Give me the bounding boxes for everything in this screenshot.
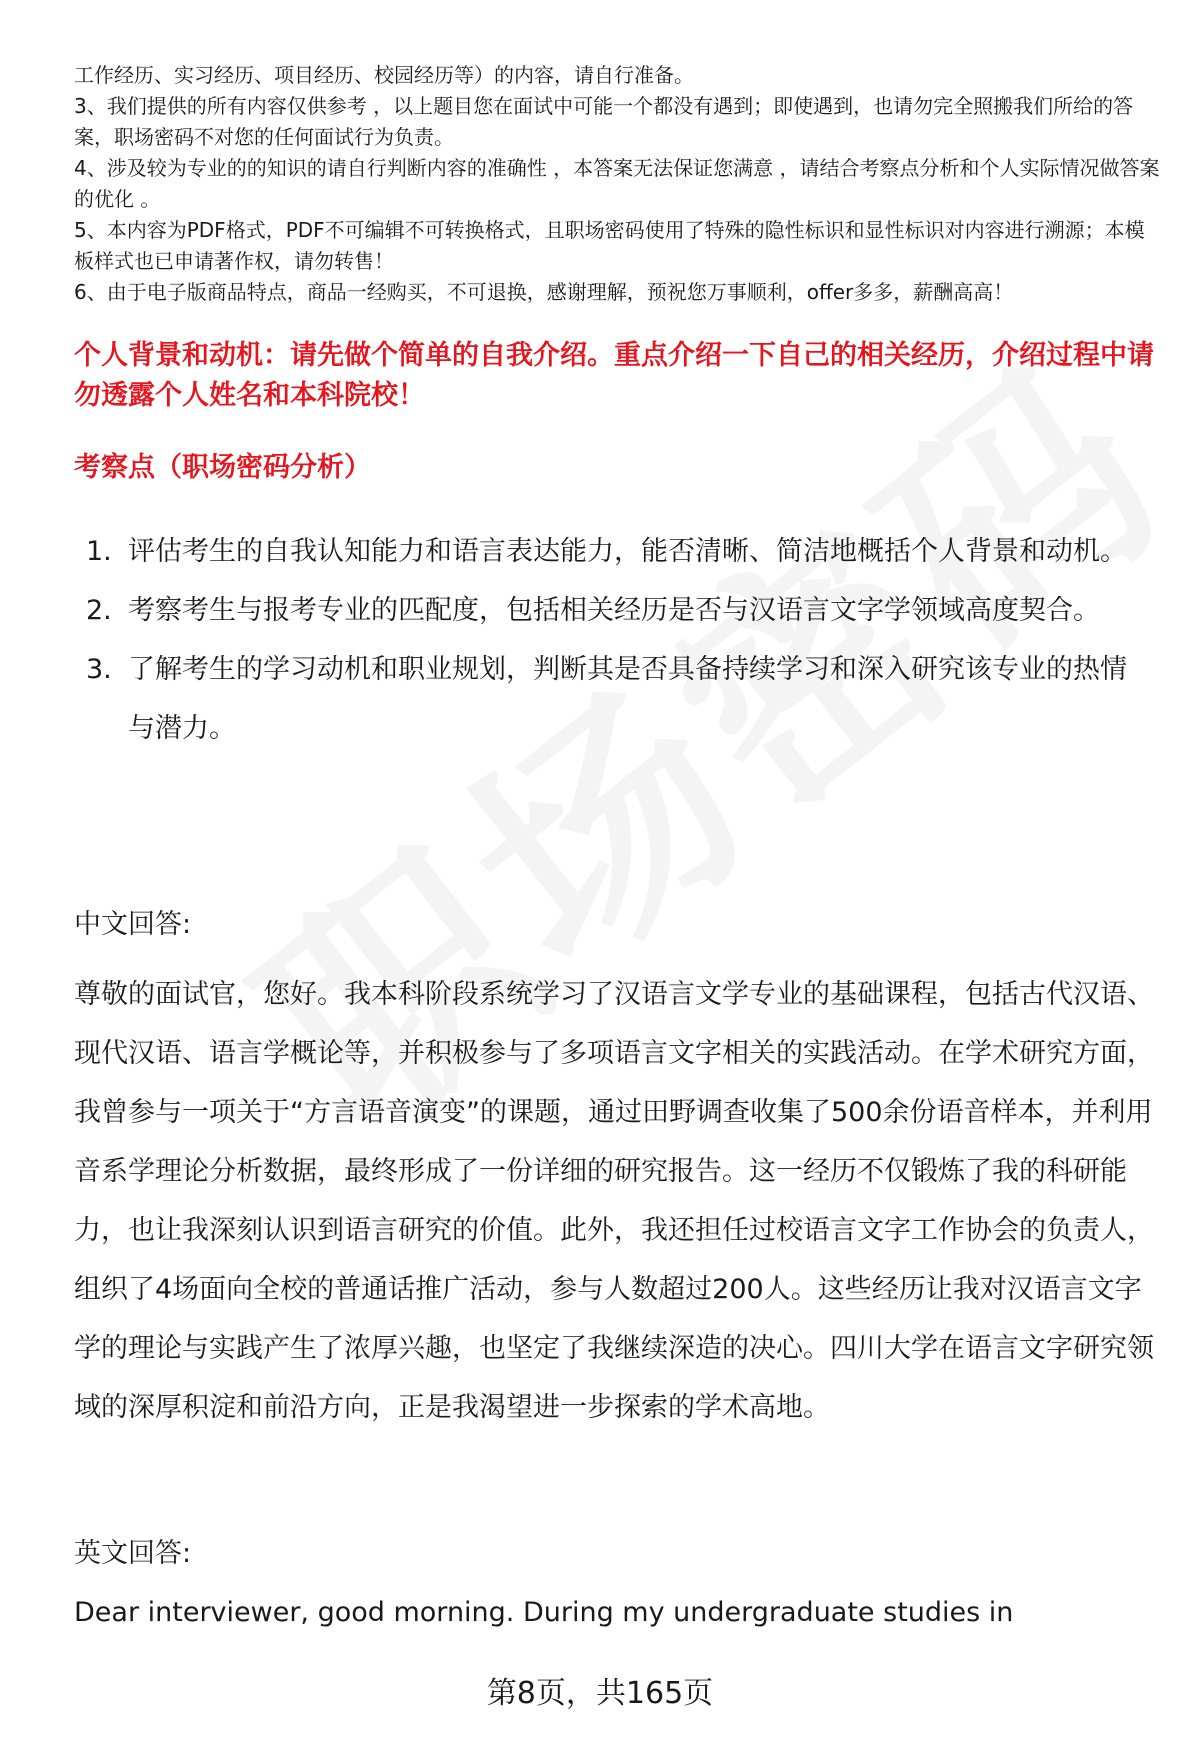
item-text: 考察考生与报考专业的匹配度，包括相关经历是否与汉语言文字学领域高度契合。 (128, 595, 1100, 626)
list-item (86, 581, 1146, 640)
question-heading: 个人背景和动机：请先做个简单的自我介绍。重点介绍一下自己的相关经历，介绍过程中请勿透露个人姓名和本科院校！ (74, 340, 1154, 411)
list-item (86, 640, 1146, 758)
page-number: 第8页，共165页 (486, 1676, 714, 1711)
note-line: 6、由于电子版商品特点，商品一经购买，不可退换，感谢理解，预祝您万事顺利，offer多多，薪酬高高！ (74, 280, 1014, 304)
english-answer-text: Dear interviewer, good morning. During my undergraduate studies in (74, 1597, 1014, 1628)
chinese-answer-text: 尊敬的面试官，您好。我本科阶段系统学习了汉语言文学专业的基础课程，包括古代汉语、现代汉语、语言学概论等，并积极参与了多项语言文字相关的实践活动。在学术研究方面，我曾参与一项关于“方言语音演变”的课题，通过田野调查收集了500余份语音样本，并利用音系学理论分析数据，最终形成了一份详细的研究报告。这一经历不仅锻炼了我的科研能力，也让我深刻认识到语言研究的价值。此外，我还担任过校语言文字工作协会的负责人，组织了4场面向全校的普通话推广活动，参与人数超过200人。这些经历让我对汉语言文字学的理论与实践产生了浓厚兴趣，也坚定了我继续深造的决心。四川大学在语言文字研究领域的深厚积淀和前沿方向，正是我渴望进一步探索的学术高地。 (74, 979, 1154, 1423)
note-line: 工作经历、实习经历、项目经历、校园经历等）的内容，请自行准备。 (74, 63, 694, 87)
item-number: 3. (86, 654, 112, 685)
item-number: 1. (86, 536, 112, 567)
notes-block (74, 60, 1164, 308)
note-line: 3、我们提供的所有内容仅供参考 ，以上题目您在面试中可能一个都没有遇到；即使遇到，也请勿完全照搬我们所给的答案，职场密码不对您的任何面试行为负责。 (74, 94, 1134, 149)
item-text: 了解考生的学习动机和职业规划，判断其是否具备持续学习和深入研究该专业的热情与潜力。 (128, 654, 1127, 744)
note-line: 4、涉及较为专业的的知识的请自行判断内容的准确性 ，本答案无法保证您满意 ，请结合考察点分析和个人实际情况做答案的优化 。 (74, 156, 1160, 211)
note-line: 5、本内容为PDF格式，PDF不可编辑不可转换格式，且职场密码使用了特殊的隐性标识和显性标识对内容进行溯源；本模板样式也已申请著作权，请勿转售！ (74, 218, 1145, 273)
analysis-points (86, 522, 1146, 758)
chinese-answer-label: 中文回答: (74, 909, 192, 940)
item-number: 2. (86, 595, 112, 626)
analysis-heading: 考察点（职场密码分析） (74, 452, 371, 483)
item-text: 评估考生的自我认知能力和语言表达能力，能否清晰、简洁地概括个人背景和动机。 (128, 536, 1127, 567)
list-item (86, 522, 1146, 581)
english-answer-label: 英文回答: (74, 1538, 192, 1569)
